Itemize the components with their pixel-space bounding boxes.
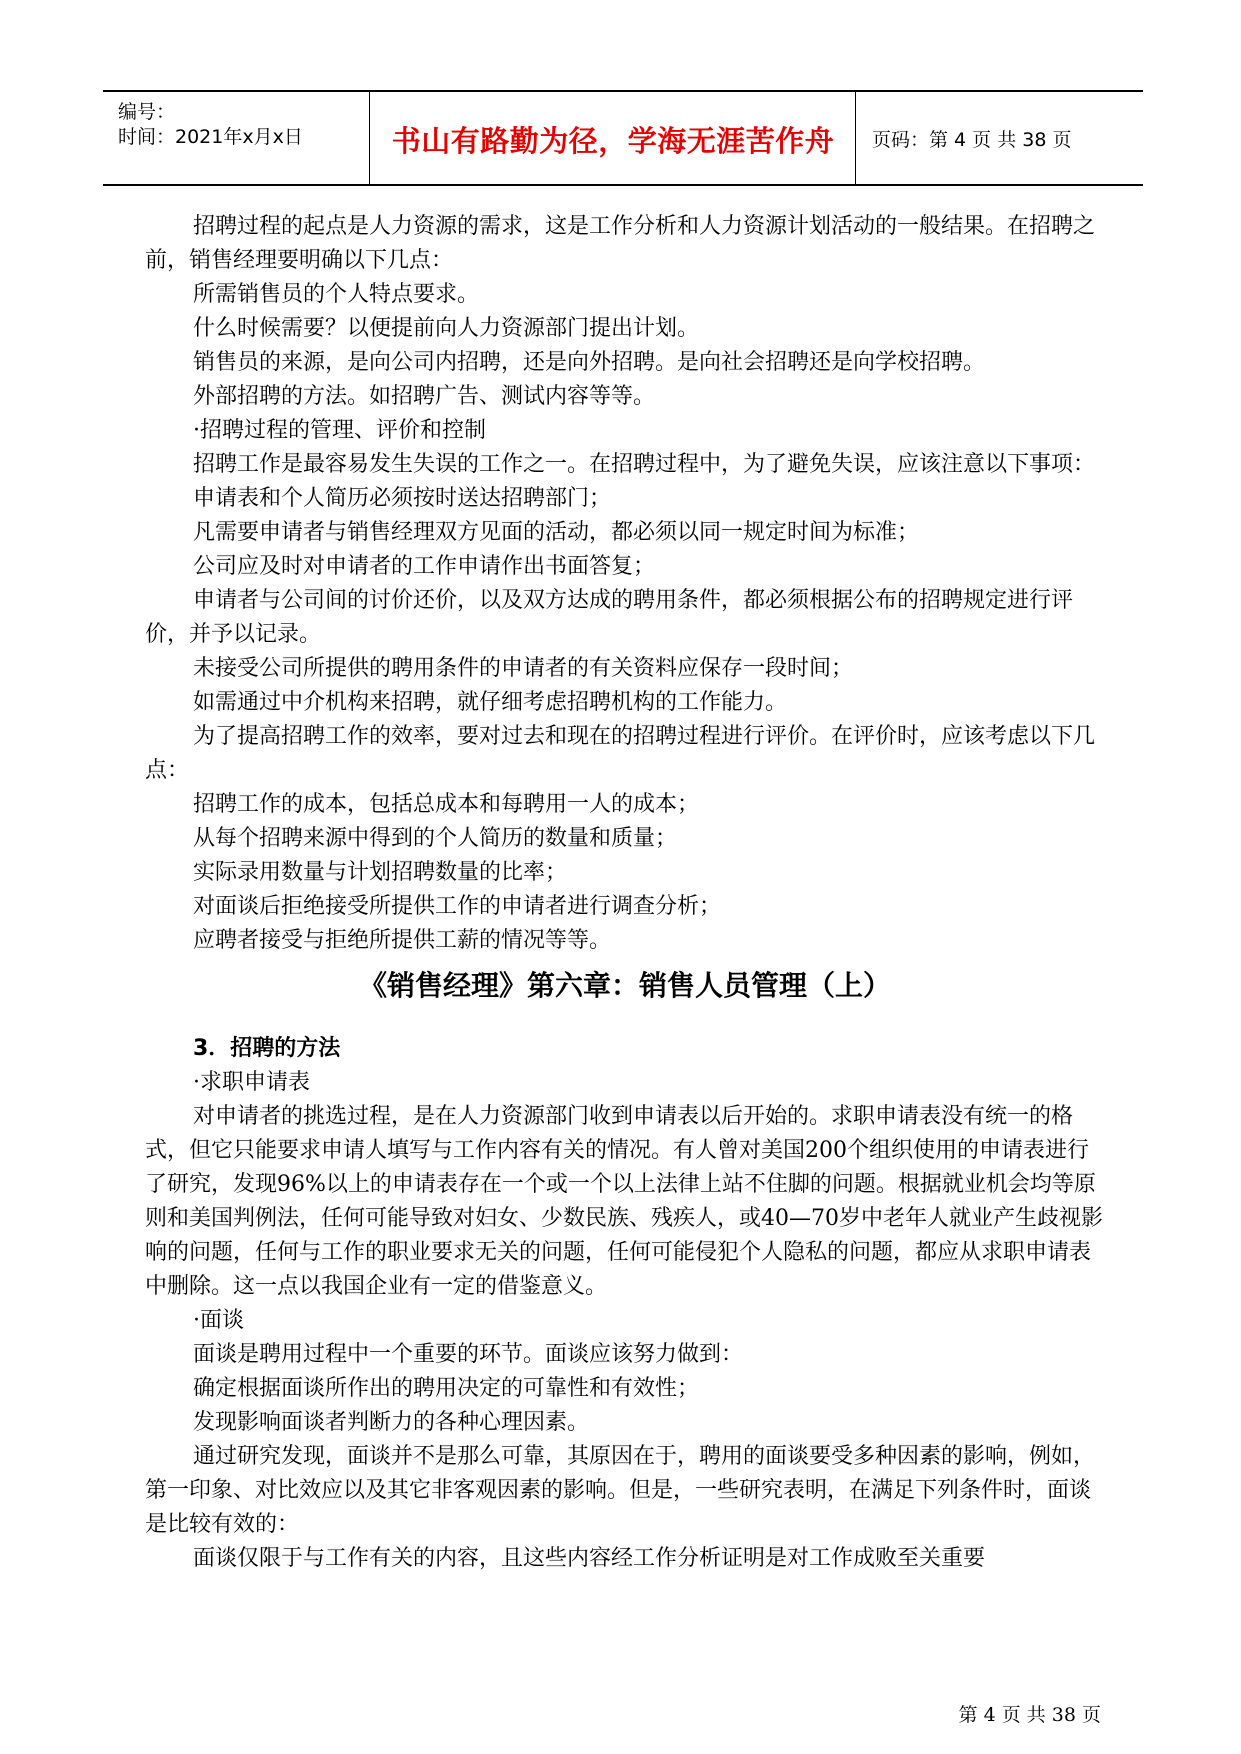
paragraph: 招聘工作是最容易发生失误的工作之一。在招聘过程中，为了避免失误，应该注意以下事项： [193, 452, 1096, 477]
chapter-title: 《销售经理》第六章：销售人员管理（上） [358, 969, 891, 1002]
paragraph: 未接受公司所提供的聘用条件的申请者的有关资料应保存一段时间； [193, 656, 854, 681]
paragraph: 招聘过程的起点是人力资源的需求，这是工作分析和人力资源计划活动的一般结果。在招聘之前，销售经理要明确以下几点： [145, 214, 1096, 273]
paragraph: 通过研究发现，面谈并不是那么可靠，其原因在于，聘用的面谈要受多种因素的影响，例如，第一印象、对比效应以及其它非客观因素的影响。但是，一些研究表明，在满足下列条件时，面谈是比较有效的： [145, 1444, 1096, 1537]
paragraph: 对申请者的挑选过程，是在人力资源部门收到申请表以后开始的。求职申请表没有统一的格式，但它只能要求申请人填写与工作内容有关的情况。有人曾对美国200个组织使用的申请表进行了研究，发现96%以上的申请表存在一个或一个以上法律上站不住脚的问题。根据就业机会均等原则和美国判例法，任何可能导致对妇女、少数民族、残疾人，或40—70岁中老年人就业产生歧视影响的问题，任何与工作的职业要求无关的问题，任何可能侵犯个人隐私的问题，都应从求职申请表中删除。这一点以我国企业有一定的借鉴意义。 [145, 1104, 1103, 1299]
header-left-cell [103, 92, 370, 184]
bottom-paragraphs [145, 1066, 1105, 1576]
page-footer: 第 4 页 共 38 页 [958, 1704, 1101, 1726]
paragraph: 如需通过中介机构来招聘，就仔细考虑招聘机构的工作能力。 [193, 690, 788, 715]
paragraph: 外部招聘的方法。如招聘广告、测试内容等等。 [193, 384, 656, 409]
paragraph: ·招聘过程的管理、评价和控制 [193, 418, 486, 443]
paragraph: 面谈仅限于与工作有关的内容，且这些内容经工作分析证明是对工作成败至关重要 [193, 1546, 986, 1571]
paragraph: 销售员的来源，是向公司内招聘，还是向外招聘。是向社会招聘还是向学校招聘。 [193, 350, 986, 375]
header-page-number: 页码：第 4 页 共 38 页 [872, 129, 1072, 151]
paragraph: 应聘者接受与拒绝所提供工薪的情况等等。 [193, 928, 612, 953]
document-body [145, 210, 1105, 1576]
paragraph: ·求职申请表 [193, 1070, 310, 1095]
paragraph: 什么时候需要？以便提前向人力资源部门提出计划。 [193, 316, 700, 341]
paragraph: 招聘工作的成本，包括总成本和每聘用一人的成本； [193, 792, 700, 817]
header-right-cell [857, 92, 1143, 184]
top-paragraphs [145, 210, 1105, 958]
header-center-cell [371, 92, 856, 184]
header-table [103, 90, 1143, 186]
paragraph: 面谈是聘用过程中一个重要的环节。面谈应该努力做到： [193, 1342, 744, 1367]
paragraph: 公司应及时对申请者的工作申请作出书面答复； [193, 554, 656, 579]
paragraph: 为了提高招聘工作的效率，要对过去和现在的招聘过程进行评价。在评价时，应该考虑以下几点： [145, 724, 1096, 783]
paragraph: 发现影响面谈者判断力的各种心理因素。 [193, 1410, 590, 1435]
header-motto: 书山有路勤为径，学海无涯苦作舟 [391, 124, 835, 158]
paragraph: 凡需要申请者与销售经理双方见面的活动，都必须以同一规定时间为标准； [193, 520, 920, 545]
paragraph: 从每个招聘来源中得到的个人简历的数量和质量； [193, 826, 678, 851]
section-heading: 3．招聘的方法 [193, 1036, 341, 1061]
paragraph: 申请表和个人简历必须按时送达招聘部门； [193, 486, 612, 511]
paragraph: 申请者与公司间的讨价还价，以及双方达成的聘用条件，都必须根据公布的招聘规定进行评价，并予以记录。 [145, 588, 1074, 647]
document-number-label: 编号： [118, 101, 176, 123]
paragraph: ·面谈 [193, 1308, 244, 1333]
paragraph: 对面谈后拒绝接受所提供工作的申请者进行调查分析； [193, 894, 722, 919]
document-time-label: 时间：2021年x月x日 [118, 126, 303, 148]
paragraph: 所需销售员的个人特点要求。 [193, 282, 480, 307]
paragraph: 实际录用数量与计划招聘数量的比率； [193, 860, 568, 885]
paragraph: 确定根据面谈所作出的聘用决定的可靠性和有效性； [193, 1376, 700, 1401]
